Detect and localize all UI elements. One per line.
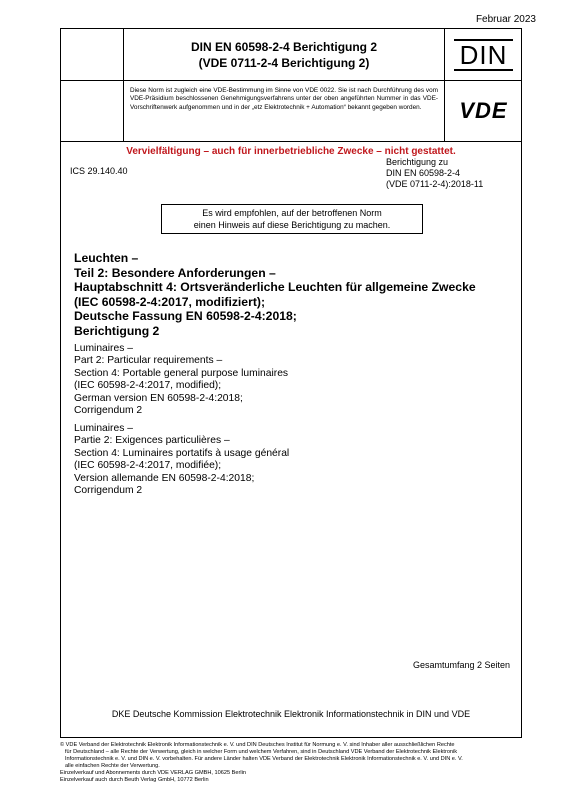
total-pages: Gesamtumfang 2 Seiten [412, 660, 510, 670]
header-blank-cell-bottom [61, 81, 124, 141]
dke-line: DKE Deutsche Kommission Elektrotechnik Elektronik Informationstechnik in DIN und VDE [111, 709, 471, 719]
din-logo-cell [445, 29, 522, 81]
ics-code: ICS 29.140.40 [70, 166, 128, 176]
standard-number: DIN EN 60598-2-4 Berichtigung 2 [190, 39, 378, 54]
vde-number: (VDE 0711-2-4 Berichtigung 2) [198, 55, 370, 70]
header-divider [61, 141, 521, 142]
correction-reference: Berichtigung zu DIN EN 60598-2-4 (VDE 0711-2-4):2018-11 [386, 157, 484, 189]
standard-title-box [124, 29, 445, 81]
cover-frame [60, 28, 522, 738]
title-english: Luminaires – Part 2: Particular requirements – Section 4: Portable general purpose luminaires (IEC 60598-2-4:2017, modified); German version EN 60598-2-4:2018; Corrigendum 2 [74, 343, 289, 417]
vde-statement: Diese Norm ist zugleich eine VDE-Bestimmung im Sinne von VDE 0022. Sie ist nach Durchführung des vom VDE-Präsidium beschlossenen Genehmigungsverfahrens unter der oben angeführten Nummer in das VDE-Vorschriftenwerk aufgenommen und in der „etz Elektrotechnik + Automation“ bekannt gegeben worden. [124, 81, 445, 141]
copyright-footer: © VDE Verband der Elektrotechnik Elektronik Informationstechnik e. V. und DIN Deutsches Institut für Normung e. V. sind Inhaber aller ausschließlichen Rechte für Deutschland – alle Rechte der Verwertung, gleich in welcher Form und welchem Verfahren, sind in Deutschland VDE Verband der Elektrotechnik Elektronik Informationstechnik e. V. und DIN e. V. vorbehalten. Für andere Länder halten VDE Verband der Elektrotechnik Elektronik Informationstechnik e. V. und DIN e. V. alle einfachen Rechte der Verwertung. Einzelverkauf und Abonnements durch VDE VERLAG GMBH, 10625 Berlin Einzelverkauf auch durch Beuth Verlag GmbH, 10772 Berlin [60, 742, 463, 783]
header-blank-cell-top [61, 29, 124, 81]
title-french: Luminaires – Partie 2: Exigences particulières – Section 4: Luminaires portatifs à usage général (IEC 60598-2-4:2017, modifiée); Version allemande EN 60598-2-4:2018; Corrigendum 2 [74, 423, 290, 497]
document-date: Februar 2023 [475, 14, 536, 25]
din-logo: DIN [454, 39, 514, 71]
title-german: Leuchten – Teil 2: Besondere Anforderungen – Hauptabschnitt 4: Ortsveränderliche Leuchten für allgemeine Zwecke (IEC 60598-2-4:2017, modifiziert); Deutsche Fassung EN 60598-2-4:2018; Berichtigung 2 [74, 251, 476, 338]
recommendation-box: Es wird empfohlen, auf der betroffenen Norm einen Hinweis auf diese Berichtigung zu machen. [161, 204, 423, 234]
vde-logo-cell [445, 81, 522, 141]
vde-logo: VDE [459, 98, 508, 123]
reproduction-notice: Vervielfältigung – auch für innerbetriebliche Zwecke – nicht gestattet. [126, 146, 456, 157]
